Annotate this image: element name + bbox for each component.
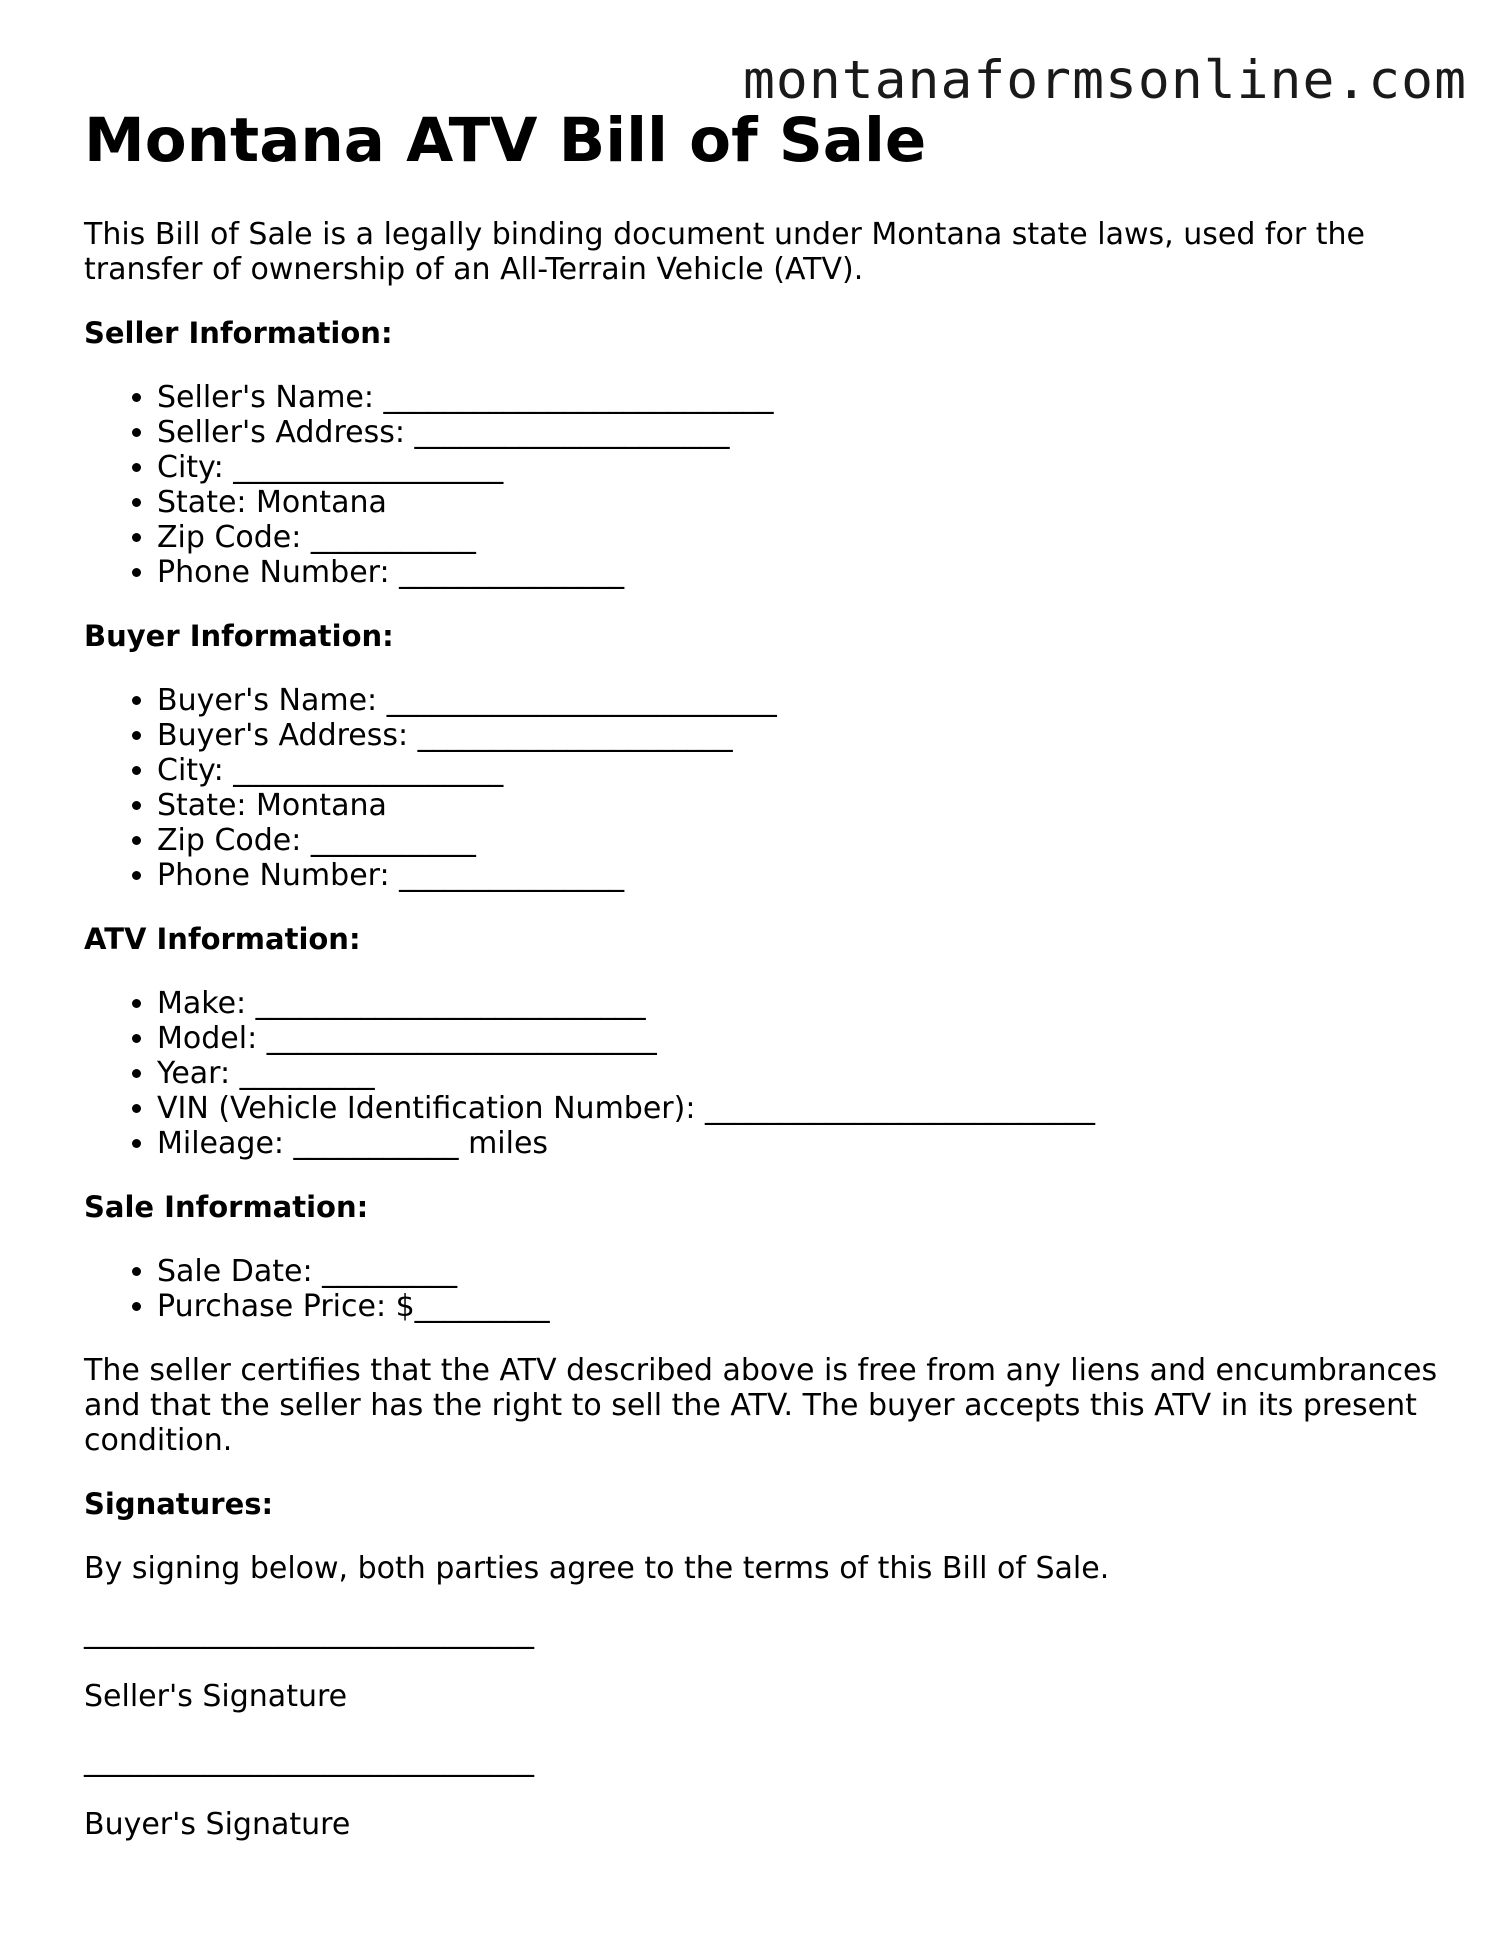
seller-signature-label: Seller's Signature — [84, 1679, 348, 1714]
atv-list — [84, 986, 1444, 1161]
seller-state-field: • State: Montana — [157, 485, 1444, 520]
signatures-heading: Signatures: — [84, 1487, 274, 1521]
atv-model-field: • Model: __________________________ — [157, 1021, 1444, 1056]
seller-zip-field: • Zip Code: ___________ — [157, 520, 1444, 555]
atv-make-field: • Make: __________________________ — [157, 986, 1444, 1021]
seller-heading: Seller Information: — [84, 316, 393, 350]
atv-year-field: • Year: _________ — [157, 1056, 1444, 1091]
atv-heading: ATV Information: — [84, 922, 361, 956]
buyer-address-field: • Buyer's Address: _____________________ — [157, 718, 1444, 753]
seller-signature-line: ______________________________ — [84, 1615, 534, 1650]
atv-vin-field: • VIN (Vehicle Identification Number): __________________________ — [157, 1091, 1444, 1126]
buyer-signature-label: Buyer's Signature — [84, 1807, 351, 1842]
atv-mileage-field: • Mileage: ___________ miles — [157, 1126, 1444, 1161]
seller-phone-field: • Phone Number: _______________ — [157, 555, 1444, 590]
buyer-signature-line: ______________________________ — [84, 1743, 534, 1778]
purchase-price-field: • Purchase Price: $_________ — [157, 1289, 1444, 1324]
document-body — [84, 105, 1444, 1842]
certification-paragraph: The seller certifies that the ATV described above is free from any liens and encumbrances and that the seller has the right to sell the ATV. The buyer accepts this ATV in its present condition. — [84, 1353, 1438, 1458]
buyer-name-field: • Buyer's Name: __________________________ — [157, 683, 1444, 718]
buyer-list — [84, 683, 1444, 893]
intro-paragraph: This Bill of Sale is a legally binding document under Montana state laws, used for the transfer of ownership of an All-Terrain Vehicle (ATV). — [84, 217, 1365, 287]
buyer-state-field: • State: Montana — [157, 788, 1444, 823]
buyer-zip-field: • Zip Code: ___________ — [157, 823, 1444, 858]
page-title: Montana ATV Bill of Sale — [84, 105, 927, 176]
seller-city-field: • City: __________________ — [157, 450, 1444, 485]
signatures-intro: By signing below, both parties agree to the terms of this Bill of Sale. — [84, 1551, 1110, 1586]
seller-address-field: • Seller's Address: _____________________ — [157, 415, 1444, 450]
buyer-heading: Buyer Information: — [84, 619, 394, 653]
buyer-city-field: • City: __________________ — [157, 753, 1444, 788]
seller-name-field: • Seller's Name: __________________________ — [157, 380, 1444, 415]
seller-list — [84, 380, 1444, 590]
sale-date-field: • Sale Date: _________ — [157, 1254, 1444, 1289]
sale-heading: Sale Information: — [84, 1190, 369, 1224]
sale-list — [84, 1254, 1444, 1324]
buyer-phone-field: • Phone Number: _______________ — [157, 858, 1444, 893]
watermark: montanaformsonline.com — [743, 50, 1467, 111]
